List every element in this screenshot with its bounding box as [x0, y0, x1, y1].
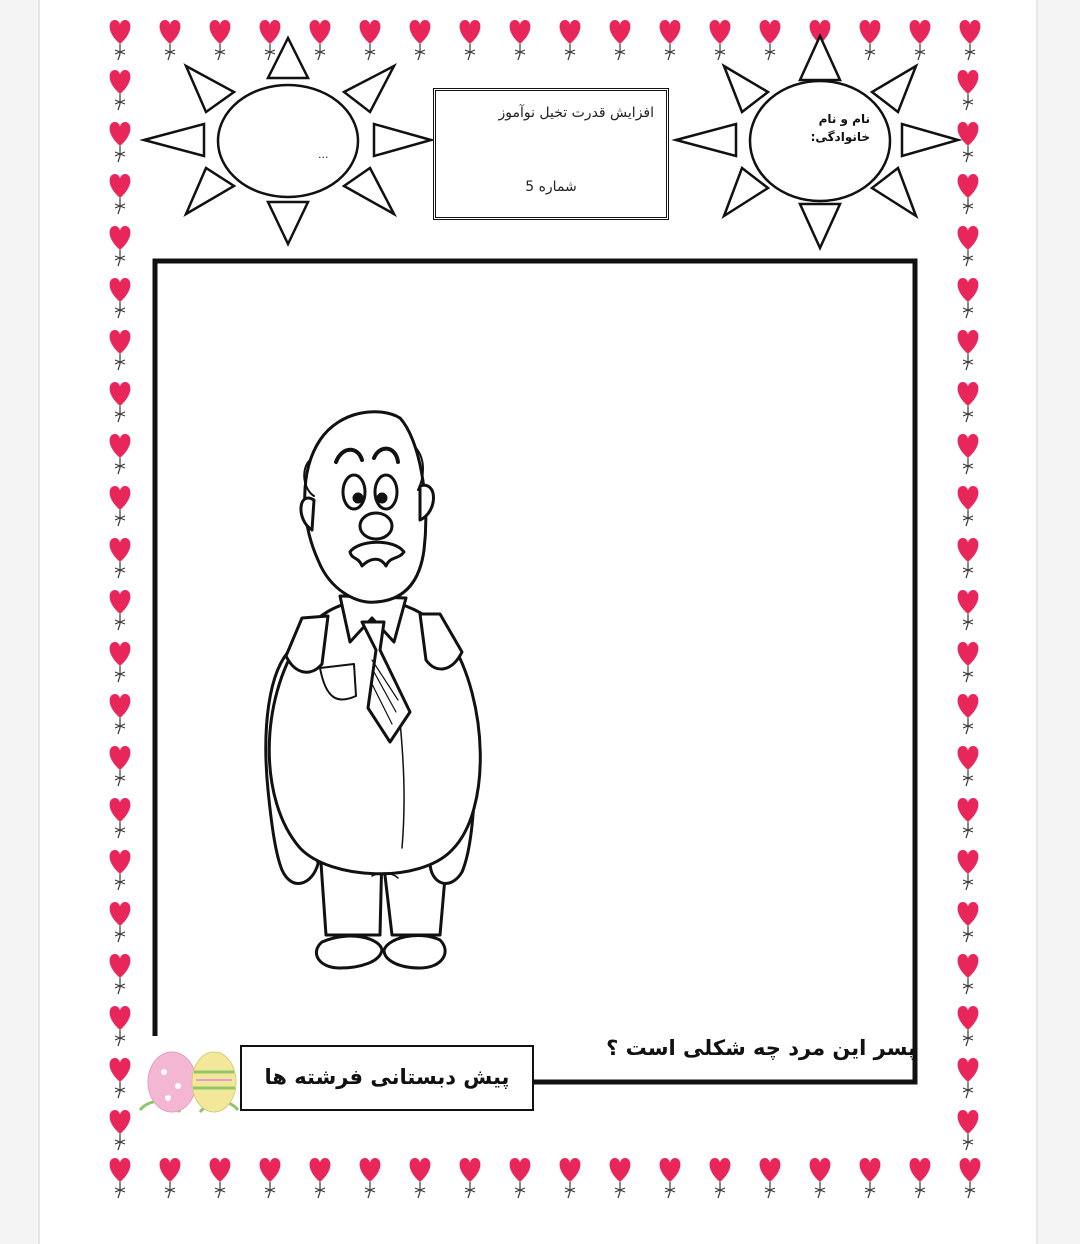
heart-balloon-icon	[110, 954, 131, 994]
heart-balloon-icon	[660, 20, 681, 60]
heart-balloon-icon	[110, 1158, 131, 1198]
drawing-frame	[155, 261, 915, 1082]
heart-balloon-icon	[310, 20, 331, 60]
heart-balloon-icon	[560, 1158, 581, 1198]
heart-balloon-icon	[958, 538, 979, 578]
heart-balloon-icon	[410, 1158, 431, 1198]
name-label-line1: نام و نام	[818, 112, 870, 126]
heart-balloon-icon	[710, 20, 731, 60]
heart-balloon-icon	[110, 122, 131, 162]
heart-balloon-icon	[110, 850, 131, 890]
heart-balloon-icon	[260, 20, 281, 60]
heart-balloon-icon	[960, 1158, 981, 1198]
heart-balloon-icon	[958, 1110, 979, 1150]
name-label-line2: خانوادگی:	[810, 130, 870, 144]
heart-balloon-icon	[660, 1158, 681, 1198]
heart-balloon-icon	[110, 590, 131, 630]
heart-balloon-icon	[760, 1158, 781, 1198]
heart-balloon-icon	[110, 798, 131, 838]
heart-balloon-icon	[110, 1110, 131, 1150]
heart-balloon-icon	[110, 1058, 131, 1098]
heart-balloon-icon	[958, 434, 979, 474]
heart-balloon-icon	[210, 20, 231, 60]
student-name-label	[770, 110, 870, 146]
easter-eggs-icon	[140, 1052, 238, 1112]
heart-balloon-icon	[958, 330, 979, 370]
heart-balloon-icon	[110, 330, 131, 370]
heart-balloon-icon	[110, 20, 131, 60]
heart-balloon-icon	[160, 20, 181, 60]
heart-balloon-icon	[958, 486, 979, 526]
heart-balloon-icon	[958, 642, 979, 682]
heart-balloon-icon	[110, 174, 131, 214]
heart-balloon-icon	[460, 1158, 481, 1198]
heart-balloon-icon	[958, 850, 979, 890]
heart-balloon-icon	[310, 1158, 331, 1198]
heart-balloon-icon	[958, 1058, 979, 1098]
heart-balloon-icon	[958, 694, 979, 734]
school-name-box	[240, 1045, 534, 1111]
heart-balloon-icon	[110, 538, 131, 578]
worksheet-number: شماره 5	[525, 179, 577, 195]
heart-balloon-icon	[610, 20, 631, 60]
heart-balloon-icon	[710, 1158, 731, 1198]
heart-balloon-icon	[110, 434, 131, 474]
heart-balloon-icon	[110, 1006, 131, 1046]
heart-balloon-icon	[910, 1158, 931, 1198]
heart-balloon-icon	[958, 1006, 979, 1046]
heart-balloon-icon	[860, 1158, 881, 1198]
heart-balloon-icon	[860, 20, 881, 60]
heart-balloon-icon	[160, 1158, 181, 1198]
heart-balloon-icon	[958, 954, 979, 994]
heart-balloon-icon	[110, 486, 131, 526]
left-sun-ellipsis: ...	[318, 148, 329, 161]
heart-balloon-icon	[360, 1158, 381, 1198]
heart-balloon-icon	[910, 20, 931, 60]
heart-balloon-icon	[760, 20, 781, 60]
heart-balloon-icon	[958, 278, 979, 318]
heart-balloon-icon	[960, 20, 981, 60]
heart-balloon-icon	[958, 902, 979, 942]
heart-balloon-icon	[560, 20, 581, 60]
heart-balloon-icon	[958, 746, 979, 786]
heart-balloon-icon	[510, 1158, 531, 1198]
heart-balloon-icon	[410, 20, 431, 60]
heart-balloon-icon	[360, 20, 381, 60]
heart-balloon-icon	[958, 382, 979, 422]
heart-balloon-icon	[110, 382, 131, 422]
heart-balloon-icon	[210, 1158, 231, 1198]
worksheet-title-box	[433, 88, 669, 220]
heart-balloon-icon	[510, 20, 531, 60]
heart-balloon-icon	[958, 590, 979, 630]
school-name: پیش دبستانی فرشته ها	[264, 1065, 510, 1089]
heart-balloon-icon	[260, 1158, 281, 1198]
left-sun-decoration	[144, 38, 431, 244]
heart-balloon-icon	[810, 1158, 831, 1198]
heart-balloon-icon	[110, 226, 131, 266]
heart-balloon-icon	[460, 20, 481, 60]
heart-balloon-icon	[958, 174, 979, 214]
heart-balloon-icon	[110, 902, 131, 942]
heart-balloon-icon	[110, 642, 131, 682]
heart-balloon-icon	[110, 746, 131, 786]
heart-balloon-icon	[610, 1158, 631, 1198]
cartoon-man-figure	[266, 412, 480, 968]
heart-balloon-icon	[958, 70, 979, 110]
heart-balloon-icon	[958, 122, 979, 162]
worksheet-title: افزایش قدرت تخیل نوآموز	[498, 105, 654, 121]
heart-balloon-icon	[110, 694, 131, 734]
heart-balloon-icon	[110, 70, 131, 110]
heart-balloon-icon	[958, 226, 979, 266]
heart-balloon-icon	[110, 278, 131, 318]
worksheet-question: پسر این مرد چه شکلی است ؟	[606, 1036, 916, 1060]
heart-balloon-icon	[958, 798, 979, 838]
